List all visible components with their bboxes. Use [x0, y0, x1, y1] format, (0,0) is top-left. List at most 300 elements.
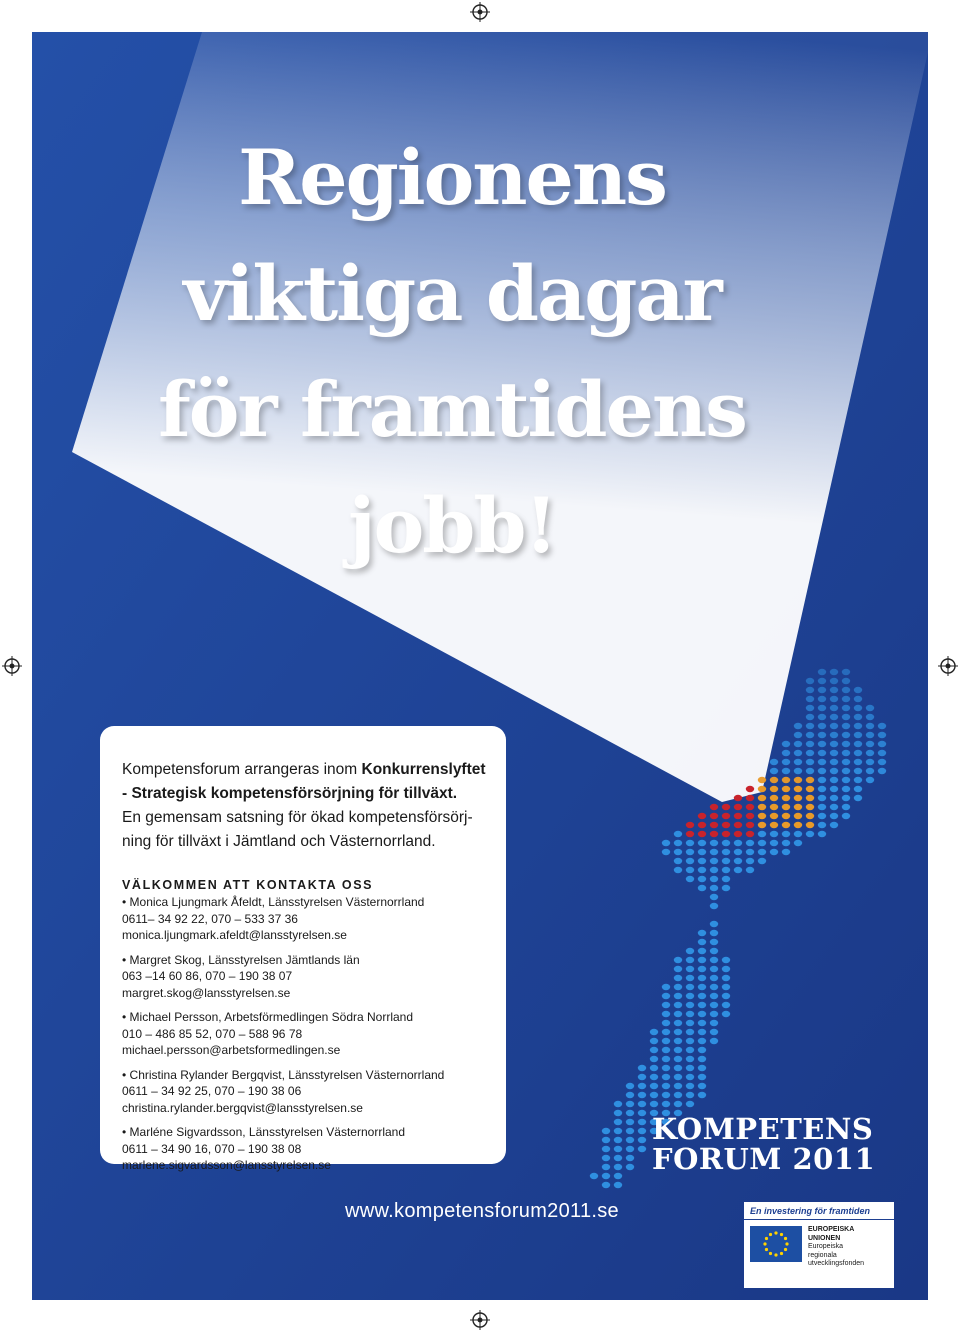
contact-entry	[122, 894, 488, 944]
map-dot	[878, 741, 886, 747]
map-dot	[818, 759, 826, 765]
eu-line: EUROPEISKA	[808, 1226, 855, 1233]
map-dot	[818, 705, 826, 711]
eu-star	[765, 1237, 768, 1240]
map-dot	[674, 867, 682, 873]
map-dot	[758, 858, 766, 864]
map-dot	[686, 849, 694, 855]
map-dot	[698, 840, 706, 846]
map-dot	[770, 768, 778, 774]
map-dot	[830, 714, 838, 720]
map-dot	[710, 984, 718, 990]
eu-star	[765, 1248, 768, 1251]
map-dot	[830, 804, 838, 810]
map-dot	[794, 777, 802, 783]
map-dot	[686, 1092, 694, 1098]
map-dot	[830, 687, 838, 693]
eu-line: regionala	[808, 1251, 837, 1259]
map-dot	[698, 1038, 706, 1044]
map-dot	[806, 687, 814, 693]
map-dot	[782, 741, 790, 747]
map-dot	[818, 750, 826, 756]
map-dot	[794, 831, 802, 837]
map-dot	[758, 849, 766, 855]
map-dot	[710, 903, 718, 909]
map-dot	[866, 723, 874, 729]
map-dot	[638, 1074, 646, 1080]
map-dot	[782, 831, 790, 837]
map-dot	[734, 858, 742, 864]
map-dot	[710, 1038, 718, 1044]
intro-bold: Konkurrenslyftet	[361, 761, 486, 778]
map-dot	[638, 1146, 646, 1152]
map-dot	[602, 1155, 610, 1161]
map-dot	[794, 750, 802, 756]
map-dot	[722, 813, 730, 819]
map-dot	[854, 714, 862, 720]
contact-phone: 0611 – 34 92 25, 070 – 190 38 06	[122, 1084, 302, 1098]
map-dot	[734, 813, 742, 819]
map-dot	[698, 1074, 706, 1080]
map-dot	[686, 867, 694, 873]
map-dot	[842, 669, 850, 675]
map-dot	[770, 822, 778, 828]
map-dot	[662, 1074, 670, 1080]
map-dot	[782, 777, 790, 783]
contact-name: • Marléne Sigvardsson, Länsstyrelsen Västernorrland	[122, 1125, 406, 1139]
website-link[interactable]: www.kompetensforum2011.se	[345, 1200, 619, 1222]
eu-star	[784, 1237, 787, 1240]
map-dot	[650, 1047, 658, 1053]
map-dot	[866, 741, 874, 747]
map-dot	[782, 786, 790, 792]
map-dot	[698, 939, 706, 945]
map-dot	[830, 696, 838, 702]
map-dot	[626, 1083, 634, 1089]
map-dot	[698, 1056, 706, 1062]
map-dot	[818, 741, 826, 747]
map-dot	[842, 750, 850, 756]
eu-star	[769, 1233, 772, 1236]
map-dot	[614, 1146, 622, 1152]
map-dot	[662, 1047, 670, 1053]
map-dot	[854, 795, 862, 801]
map-dot	[662, 993, 670, 999]
map-dot	[830, 786, 838, 792]
map-dot	[818, 795, 826, 801]
map-dot	[602, 1182, 610, 1188]
map-dot	[698, 849, 706, 855]
map-dot	[878, 759, 886, 765]
eu-star	[774, 1231, 777, 1234]
contact-name: • Monica Ljungmark Åfeldt, Länsstyrelsen Västernorrland	[122, 895, 425, 909]
map-dot	[830, 822, 838, 828]
map-dot	[830, 705, 838, 711]
map-dot	[842, 768, 850, 774]
map-dot	[686, 966, 694, 972]
map-dot	[806, 723, 814, 729]
map-dot	[794, 795, 802, 801]
map-dot	[710, 1011, 718, 1017]
map-dot	[614, 1155, 622, 1161]
map-dot	[842, 759, 850, 765]
map-dot	[686, 1065, 694, 1071]
map-dot	[722, 804, 730, 810]
map-dot	[638, 1110, 646, 1116]
map-dot	[698, 1002, 706, 1008]
map-dot	[650, 1083, 658, 1089]
map-dot	[698, 885, 706, 891]
map-dot	[710, 858, 718, 864]
map-dot	[866, 714, 874, 720]
map-dot	[686, 1029, 694, 1035]
intro-line: En gemensam satsning för ökad kompetensförsörj-	[122, 809, 473, 826]
map-dot	[710, 840, 718, 846]
map-dot	[722, 966, 730, 972]
map-dot	[806, 795, 814, 801]
contact-email[interactable]: marlene.sigvardsson@lansstyrelsen.se	[122, 1158, 331, 1172]
map-dot	[818, 714, 826, 720]
map-dot	[842, 696, 850, 702]
map-dot	[686, 840, 694, 846]
map-dot	[698, 948, 706, 954]
map-dot	[638, 1065, 646, 1071]
map-dot	[710, 813, 718, 819]
map-dot	[806, 786, 814, 792]
map-dot	[638, 1128, 646, 1134]
contact-phone: 0611 – 34 90 16, 070 – 190 38 08	[122, 1141, 302, 1156]
map-dot	[866, 750, 874, 756]
map-dot	[674, 1074, 682, 1080]
map-dot	[722, 849, 730, 855]
map-dot	[734, 795, 742, 801]
map-dot	[806, 714, 814, 720]
map-dot	[782, 813, 790, 819]
map-dot	[806, 768, 814, 774]
map-dot	[818, 732, 826, 738]
map-dot	[806, 678, 814, 684]
map-dot	[842, 741, 850, 747]
headline-line: viktiga dagar	[183, 249, 721, 338]
map-dot	[842, 687, 850, 693]
map-dot	[590, 1173, 598, 1179]
map-dot	[722, 975, 730, 981]
map-dot	[686, 876, 694, 882]
map-dot	[842, 777, 850, 783]
contact-email[interactable]: monica.ljungmark.afeldt@lansstyrelsen.se	[122, 928, 347, 942]
eu-line: utvecklingsfonden	[808, 1260, 865, 1267]
map-dot	[674, 849, 682, 855]
map-dot	[662, 1101, 670, 1107]
map-dot	[662, 1092, 670, 1098]
map-dot	[710, 804, 718, 810]
headline	[92, 120, 812, 584]
map-dot	[614, 1173, 622, 1179]
intro-line: ning för tillväxt i Jämtland och Västernorrland.	[122, 833, 436, 850]
map-dot	[698, 1065, 706, 1071]
map-dot	[782, 768, 790, 774]
map-dot	[626, 1164, 634, 1170]
map-dot	[854, 741, 862, 747]
map-dot	[722, 831, 730, 837]
map-dot	[686, 822, 694, 828]
contact-phone: 010 – 486 85 52, 070 – 588 96 78	[122, 1026, 303, 1041]
map-dot	[614, 1110, 622, 1116]
eu-star	[785, 1242, 788, 1245]
registration-mark-icon	[470, 2, 490, 22]
contact-email[interactable]: michael.persson@arbetsformedlingen.se	[122, 1043, 341, 1057]
map-dot	[734, 804, 742, 810]
map-dot	[806, 696, 814, 702]
map-dot	[806, 813, 814, 819]
map-dot	[818, 786, 826, 792]
map-dot	[722, 858, 730, 864]
map-dot	[746, 858, 754, 864]
map-dot	[794, 759, 802, 765]
eu-text	[808, 1226, 864, 1269]
intro-bold: - Strategisk kompetensförsörjning för tillväxt.	[122, 785, 458, 802]
map-dot	[686, 1074, 694, 1080]
map-dot	[710, 867, 718, 873]
map-dot	[770, 759, 778, 765]
map-dot	[806, 741, 814, 747]
map-dot	[866, 732, 874, 738]
map-dot	[794, 822, 802, 828]
map-dot	[698, 957, 706, 963]
map-dot	[698, 1011, 706, 1017]
map-dot	[722, 822, 730, 828]
map-dot	[854, 687, 862, 693]
map-dot	[782, 840, 790, 846]
contact-heading: VÄLKOMMEN ATT KONTAKTA OSS	[122, 878, 374, 892]
eu-tagline: En investering för framtiden	[744, 1202, 894, 1220]
map-dot	[662, 1002, 670, 1008]
map-dot	[662, 1020, 670, 1026]
map-dot	[698, 975, 706, 981]
map-dot	[818, 804, 826, 810]
map-dot	[830, 768, 838, 774]
map-dot	[698, 966, 706, 972]
map-dot	[710, 876, 718, 882]
map-dot	[626, 1101, 634, 1107]
map-dot	[614, 1164, 622, 1170]
map-dot	[602, 1164, 610, 1170]
map-dot	[818, 813, 826, 819]
map-dot	[626, 1110, 634, 1116]
map-dot	[602, 1173, 610, 1179]
map-dot	[746, 813, 754, 819]
eu-star	[780, 1233, 783, 1236]
map-dot	[650, 1092, 658, 1098]
map-dot	[686, 948, 694, 954]
map-dot	[710, 849, 718, 855]
map-dot	[794, 741, 802, 747]
map-dot	[854, 750, 862, 756]
map-dot	[674, 984, 682, 990]
map-dot	[686, 1056, 694, 1062]
map-dot	[686, 858, 694, 864]
contact-email[interactable]: margret.skog@lansstyrelsen.se	[122, 985, 291, 1000]
map-dot	[698, 1092, 706, 1098]
map-dot	[674, 975, 682, 981]
contact-entry	[122, 952, 488, 1002]
map-dot	[722, 957, 730, 963]
map-dot	[686, 1011, 694, 1017]
contact-entry	[122, 1009, 488, 1059]
contact-entry	[122, 1124, 488, 1174]
map-dot	[758, 804, 766, 810]
map-dot	[674, 1065, 682, 1071]
poster	[32, 32, 928, 1300]
eu-line: UNIONEN	[808, 1234, 841, 1242]
map-dot	[854, 759, 862, 765]
map-dot	[746, 822, 754, 828]
map-dot	[722, 876, 730, 882]
map-dot	[782, 795, 790, 801]
logo-line: KOMPETENS	[652, 1112, 874, 1146]
map-dot	[842, 678, 850, 684]
contact-entry	[122, 1067, 488, 1117]
map-dot	[686, 957, 694, 963]
map-dot	[638, 1092, 646, 1098]
map-dot	[770, 804, 778, 810]
map-dot	[698, 930, 706, 936]
eu-star	[763, 1242, 766, 1245]
map-dot	[818, 687, 826, 693]
map-dot	[830, 732, 838, 738]
contact-email[interactable]: christina.rylander.bergqvist@lansstyrelsen.se	[122, 1100, 363, 1115]
map-dot	[710, 993, 718, 999]
map-dot	[638, 1119, 646, 1125]
map-dot	[830, 741, 838, 747]
eu-star	[780, 1252, 783, 1255]
map-dot	[770, 840, 778, 846]
map-dot	[710, 957, 718, 963]
map-dot	[878, 723, 886, 729]
map-dot	[698, 831, 706, 837]
map-dot	[602, 1137, 610, 1143]
map-dot	[674, 1092, 682, 1098]
map-dot	[758, 777, 766, 783]
map-dot	[794, 786, 802, 792]
map-dot	[722, 984, 730, 990]
map-dot	[710, 975, 718, 981]
map-dot	[698, 858, 706, 864]
map-dot	[722, 993, 730, 999]
map-dot	[698, 876, 706, 882]
map-dot	[674, 858, 682, 864]
map-dot	[710, 1029, 718, 1035]
map-dot	[854, 723, 862, 729]
map-dot	[782, 750, 790, 756]
map-dot	[662, 1029, 670, 1035]
map-dot	[746, 840, 754, 846]
map-dot	[770, 795, 778, 801]
map-dot	[674, 957, 682, 963]
map-dot	[710, 948, 718, 954]
map-dot	[674, 1029, 682, 1035]
map-dot	[818, 696, 826, 702]
map-dot	[758, 822, 766, 828]
map-dot	[842, 786, 850, 792]
map-dot	[710, 921, 718, 927]
map-dot	[662, 840, 670, 846]
map-dot	[686, 831, 694, 837]
headline-line: för framtidens	[158, 365, 746, 454]
map-dot	[674, 1020, 682, 1026]
map-dot	[746, 849, 754, 855]
map-dot	[818, 669, 826, 675]
map-dot	[710, 930, 718, 936]
info-card	[100, 726, 506, 1172]
map-dot	[698, 984, 706, 990]
map-dot	[650, 1029, 658, 1035]
map-dot	[770, 777, 778, 783]
map-dot	[770, 786, 778, 792]
contact-name: • Margret Skog, Länsstyrelsen Jämtlands län	[122, 952, 360, 967]
map-dot	[674, 966, 682, 972]
map-dot	[674, 993, 682, 999]
map-dot	[686, 984, 694, 990]
map-dot	[698, 1029, 706, 1035]
map-dot	[650, 1074, 658, 1080]
contact-phone: 063 –14 60 86, 070 – 190 38 07	[122, 969, 293, 983]
map-dot	[818, 822, 826, 828]
map-dot	[602, 1128, 610, 1134]
map-dot	[782, 849, 790, 855]
map-dot	[878, 750, 886, 756]
eu-star	[774, 1253, 777, 1256]
map-dot	[626, 1128, 634, 1134]
map-dot	[818, 723, 826, 729]
map-dot	[686, 1047, 694, 1053]
map-dot	[710, 1002, 718, 1008]
map-dot	[818, 768, 826, 774]
map-dot	[878, 768, 886, 774]
map-dot	[698, 1020, 706, 1026]
map-dot	[674, 1056, 682, 1062]
map-dot	[638, 1101, 646, 1107]
map-dot	[830, 750, 838, 756]
map-dot	[662, 1065, 670, 1071]
map-dot	[734, 822, 742, 828]
map-dot	[854, 777, 862, 783]
map-dot	[722, 1011, 730, 1017]
logo-line: FORUM 2011	[652, 1142, 876, 1176]
map-dot	[650, 1065, 658, 1071]
map-dot	[662, 1056, 670, 1062]
map-dot	[710, 831, 718, 837]
map-dot	[806, 777, 814, 783]
registration-mark-icon	[2, 656, 22, 676]
map-dot	[674, 1047, 682, 1053]
map-dot	[674, 840, 682, 846]
map-dot	[758, 840, 766, 846]
map-dot	[722, 1002, 730, 1008]
map-dot	[866, 705, 874, 711]
map-dot	[674, 1083, 682, 1089]
map-dot	[878, 732, 886, 738]
map-dot	[686, 1020, 694, 1026]
map-dot	[806, 705, 814, 711]
map-dot	[866, 777, 874, 783]
map-dot	[662, 1038, 670, 1044]
map-dot	[698, 993, 706, 999]
map-dot	[686, 1083, 694, 1089]
map-dot	[674, 1011, 682, 1017]
map-dot	[782, 822, 790, 828]
map-dot	[830, 813, 838, 819]
